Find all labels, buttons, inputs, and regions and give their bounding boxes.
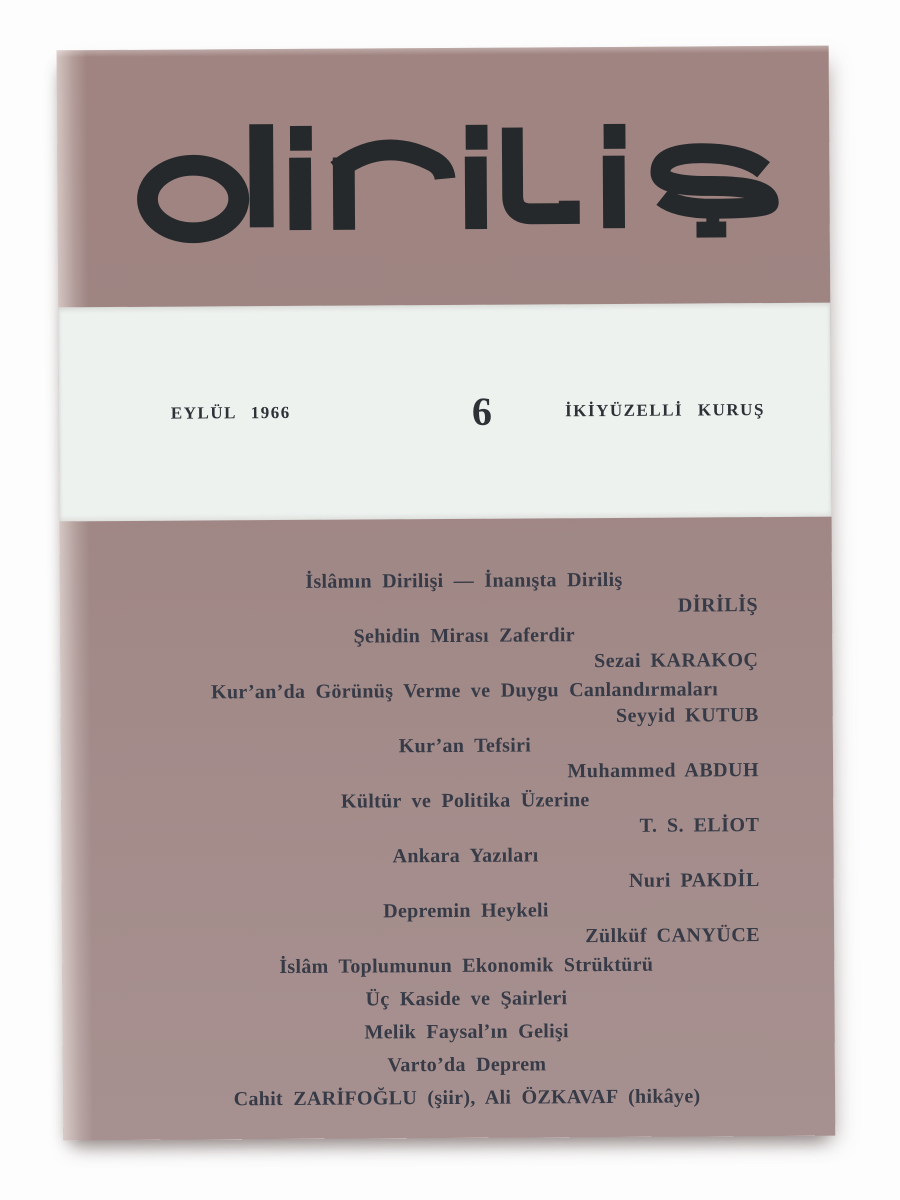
article-title: Depremin Heykeli xyxy=(383,899,549,923)
contents-entry xyxy=(171,786,759,842)
contents-entry xyxy=(173,1083,761,1113)
table-of-contents xyxy=(170,566,761,1120)
logo-letter-d-stem xyxy=(249,124,273,227)
contents-entry xyxy=(170,621,758,677)
article-author: Muhammed ABDUH xyxy=(567,759,760,783)
contents-entry xyxy=(172,896,760,952)
article-author: DİRİLİŞ xyxy=(677,594,759,617)
top-edge-highlight xyxy=(57,46,829,58)
logo-letter-i-dot xyxy=(466,125,488,150)
article-title: Üç Kaside ve Şairleri xyxy=(365,987,568,1011)
article-author: Zülküf CANYÜCE xyxy=(585,924,761,948)
byline: Cahit ZARİFOĞLU (şiir), Ali ÖZKAVAF (hikâye) xyxy=(233,1085,701,1111)
logo-letter-i-stem xyxy=(603,156,625,229)
contents-entry xyxy=(172,951,760,981)
article-title: Kültür ve Politika Üzerine xyxy=(340,789,590,813)
issue-date: EYLÜL 1966 xyxy=(170,402,291,423)
article-author: T. S. ELİOT xyxy=(639,814,760,837)
article-title: İslâmın Dirilişi — İnanışta Diriliş xyxy=(305,568,623,593)
article-title: Ankara Yazıları xyxy=(392,844,539,868)
contents-entry xyxy=(172,984,760,1014)
issue-price: İKİYÜZELLİ KURUŞ xyxy=(565,400,765,421)
article-title: Şehidin Mirası Zaferdir xyxy=(353,624,575,648)
logo-letter-i-stem xyxy=(465,157,487,230)
magazine-cover xyxy=(57,46,836,1141)
magazine-logo xyxy=(132,116,788,270)
logo-letter-s-curve xyxy=(660,153,769,209)
issue-info-band xyxy=(58,303,831,522)
dirilis-logotype-icon xyxy=(132,116,788,270)
logo-letter-i-dot xyxy=(604,124,626,149)
contents-entry xyxy=(171,676,759,732)
spine-highlight xyxy=(57,50,94,1140)
logo-letter-s-cedilla xyxy=(696,222,726,238)
issue-number: 6 xyxy=(471,388,493,434)
article-title: İslâm Toplumunun Ekonomik Strüktürü xyxy=(279,953,654,979)
logo-letter-i-dot xyxy=(290,126,312,151)
logo-letter-i-stem xyxy=(289,158,311,231)
article-author: Sezai KARAKOÇ xyxy=(593,649,759,673)
contents-entry xyxy=(172,841,760,897)
contents-entry xyxy=(173,1050,761,1080)
logo-letter-d-bowl xyxy=(147,165,239,233)
article-title: Kur’an Tefsiri xyxy=(398,734,532,758)
contents-entry xyxy=(170,566,758,622)
article-title: Melik Faysal’ın Gelişi xyxy=(364,1020,569,1044)
logo-letter-l xyxy=(512,127,569,214)
article-title: Varto’da Deprem xyxy=(387,1053,547,1077)
article-author: Nuri PAKDİL xyxy=(628,869,760,892)
contents-entry xyxy=(173,1017,761,1047)
contents-entry xyxy=(171,731,759,787)
article-title: Kur’an’da Görünüş Verme ve Duygu Canlandırmaları xyxy=(211,678,719,704)
article-author: Seyyid KUTUB xyxy=(615,704,759,727)
